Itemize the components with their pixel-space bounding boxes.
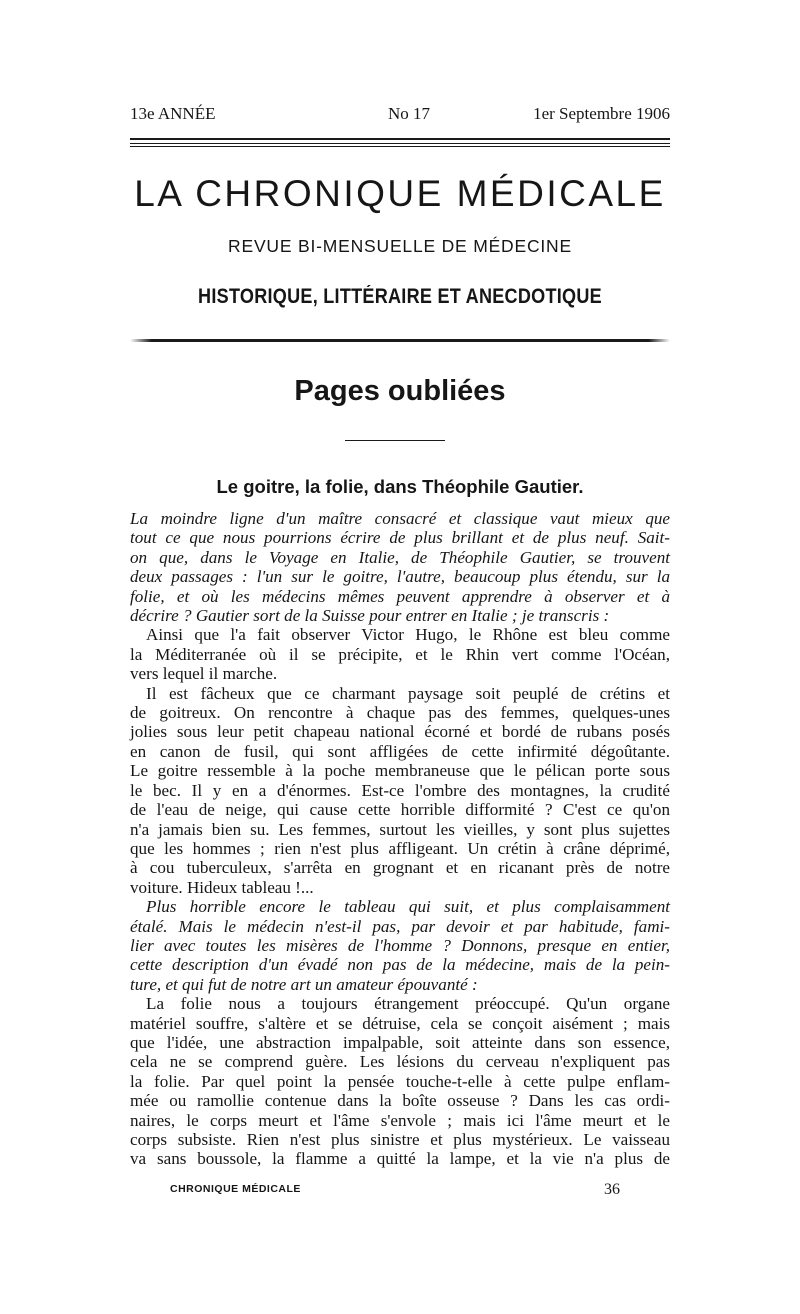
article-line: corps subsiste. Rien n'est plus sinistre et plus mystérieux. Le vaisseau [130,1130,670,1149]
journal-subtitle-secondary: HISTORIQUE, LITTÉRAIRE ET ANECDOTIQUE [198,285,602,308]
section-title: Pages oubliées [294,375,506,407]
page-number: 36 [604,1181,620,1198]
article-line: La folie nous a toujours étrangement préoccupé. Qu'un organe [146,994,670,1014]
header-issue-number: No 17 [388,104,431,123]
article-line: lier avec toutes les misères de l'homme ? Donnons, presque en entier, [130,935,670,955]
article-line: folie, et où les médecins mêmes peuvent apprendre à observer et à [130,586,670,606]
article-line: la folie. Par quel point la pensée touche-t-elle à cette pulpe enflam- [130,1071,670,1091]
article-line: de l'eau de neige, qui cause cette horrible difformité ? C'est ce qu'on [130,800,670,820]
running-header [130,104,670,126]
page-footer [130,1181,670,1201]
article-line: voiture. Hideux tableau !... [130,877,314,897]
article-line: La moindre ligne d'un maître consacré et classique vaut mieux que [130,509,670,528]
header-year: 13e ANNÉE [130,104,216,123]
article-line: vers lequel il marche. [130,664,278,684]
article-line: tout ce que nous pourrions écrire de plus brillant et de plus neuf. Sait- [130,528,670,548]
journal-subtitle: REVUE BI-MENSUELLE DE MÉDECINE [228,236,572,256]
article-paragraph [130,897,670,994]
article-line: décrire ? Gautier sort de la Suisse pour entrer en Italie ; je transcris : [130,606,610,626]
article-title: Le goitre, la folie, dans Théophile Gautier. [216,476,584,497]
footer-journal-name: CHRONIQUE MÉDICALE [170,1183,301,1195]
header-divider-thin [130,146,670,147]
article-paragraph [130,625,670,683]
header-date: 1er Septembre 1906 [533,104,670,123]
article-body [130,509,670,1169]
article-line: cela ne se comprend guère. Les lésions du cerveau n'expliquent pas [130,1052,670,1072]
article-line: Ainsi que l'a fait observer Victor Hugo, le Rhône est bleu comme [146,625,670,645]
header-divider [130,138,670,144]
article-line: deux passages : l'un sur le goitre, l'autre, beaucoup plus étendu, sur la [130,567,670,587]
article-line: que l'idée, une abstraction impalpable, soit atteinte dans son essence, [130,1032,670,1052]
article-line: que les hommes ; rien n'est plus affligeant. Un crétin à crâne déprimé, [130,838,670,858]
article-line: ture, et qui fut de notre art un amateur épouvanté : [130,974,478,994]
article-line: va sans boussole, la flamme a quitté la lampe, et la vie n'a plus de [130,1149,670,1169]
journal-masthead: LA CHRONIQUE MÉDICALE [134,173,666,214]
article-line: à cou tuberculeux, s'arrêta en grognant et en ricanant près de notre [130,858,670,878]
article-line: mée ou ramollie contenue dans la boîte osseuse ? Dans les cas ordi- [130,1091,670,1111]
article-paragraph [130,684,670,897]
article-paragraph [130,509,670,625]
article-line: Plus horrible encore le tableau qui suit, et plus complaisamment [146,897,670,917]
article-line: matériel souffre, s'altère et se détruise, cela se conçoit aisément ; mais [130,1013,670,1033]
article-line: en canon de fusil, qui sont affligées de cette infirmité dégoûtante. [130,741,670,761]
masthead-divider [130,339,670,342]
article-line: on que, dans le Voyage en Italie, de Théophile Gautier, se trouvent [130,547,670,567]
article-line: le bec. Il y en a d'énormes. Est-ce l'ombre des montagnes, la crudité [130,780,670,800]
article-line: jolies sous leur petit chapeau national écorné et bordé de rubans posés [130,722,670,742]
article-line: de goitreux. On rencontre à chaque pas des femmes, quelques-unes [130,703,670,723]
section-divider [345,440,445,441]
article-line: n'a jamais bien su. Les femmes, surtout les vieilles, y sont plus sujettes [130,819,670,839]
article-line: naires, le corps meurt et l'âme s'envole ; mais ici l'âme meurt et le [130,1110,670,1130]
article-line: la Méditerranée où il se précipite, et le Rhin vert comme l'Océan, [130,644,670,664]
article-line: cette description d'un évadé non pas de la médecine, mais de la pein- [130,955,670,975]
article-line: Le goitre ressemble à la poche membraneuse que le pélican porte sous [130,761,670,781]
article-line: Il est fâcheux que ce charmant paysage soit peuplé de crétins et [146,683,670,703]
article-paragraph [130,994,670,1169]
article-line: étalé. Mais le médecin n'est-il pas, par devoir et par habitude, fami- [130,916,670,936]
